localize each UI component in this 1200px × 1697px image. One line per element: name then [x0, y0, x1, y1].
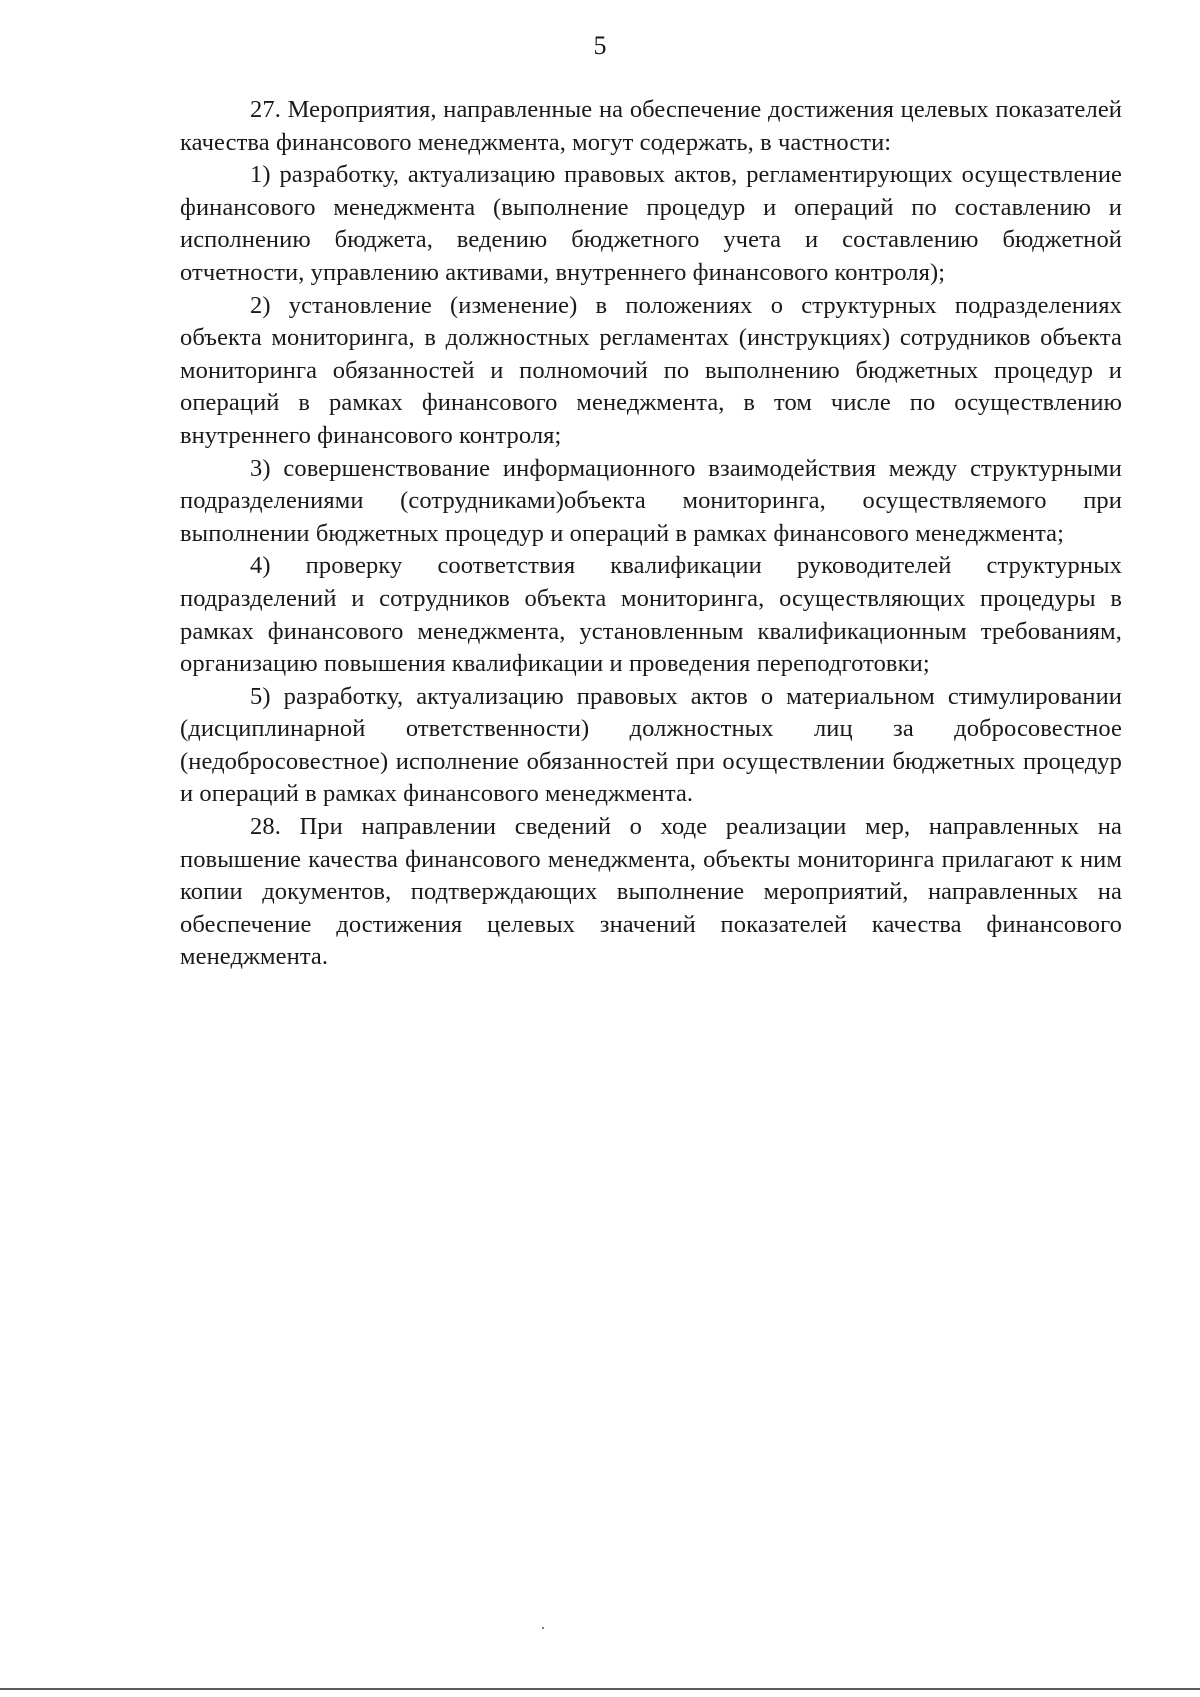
- list-item-5: 5) разработку, актуализацию правовых актов о материальном стимулировании (дисциплинарной ответственности) должностных лиц за добросовестное (недобросовестное) исполнение обязанностей при осуществлении бюджетных процедур и операций в рамках финансового менеджмента.: [180, 682, 1122, 808]
- list-item-3: 3) совершенствование информационного взаимодействия между структурными подразделениями (сотрудниками)объекта мониторинга, осуществляемого при выполнении бюджетных процедур и операций в рамках финансового менеджмента;: [180, 454, 1122, 547]
- list-item-1: 1) разработку, актуализацию правовых актов, регламентирующих осуществление финансового менеджмента (выполнение процедур и операций по составлению и исполнению бюджета, ведению бюджетного учета и составлению бюджетной отчетности, управлению активами, внутреннего финансового контроля);: [180, 161, 1122, 286]
- list-item-4: 4) проверку соответствия квалификации руководителей структурных подразделений и сотрудников объекта мониторинга, осуществляющих процедуры в рамках финансового менеджмента, установленным квалификационным требованиям, организацию повышения квалификации и проведения переподготовки;: [180, 552, 1122, 678]
- document-body: [180, 94, 1122, 974]
- list-item-2: 2) установление (изменение) в положениях о структурных подразделениях объекта мониторинга, в должностных регламентах (инструкциях) сотрудников объекта мониторинга обязанностей и полномочий по выполнению бюджетных процедур и операций в рамках финансового менеджмента, в том числе по осуществлению внутреннего финансового контроля;: [180, 291, 1122, 449]
- scan-bottom-edge-line: [0, 1688, 1200, 1690]
- scan-speck: [542, 1627, 544, 1629]
- paragraph-28: 28. При направлении сведений о ходе реализации мер, направленных на повышение качества финансового менеджмента, объекты мониторинга прилагают к ним копии документов, подтверждающих выполнение мероприятий, направленных на обеспечение достижения целевых значений показателей качества финансового менеджмента.: [180, 813, 1122, 971]
- page-number: 5: [593, 31, 607, 60]
- paragraph-27: 27. Мероприятия, направленные на обеспечение достижения целевых показателей качества финансового менеджмента, могут содержать, в частности:: [180, 96, 1122, 156]
